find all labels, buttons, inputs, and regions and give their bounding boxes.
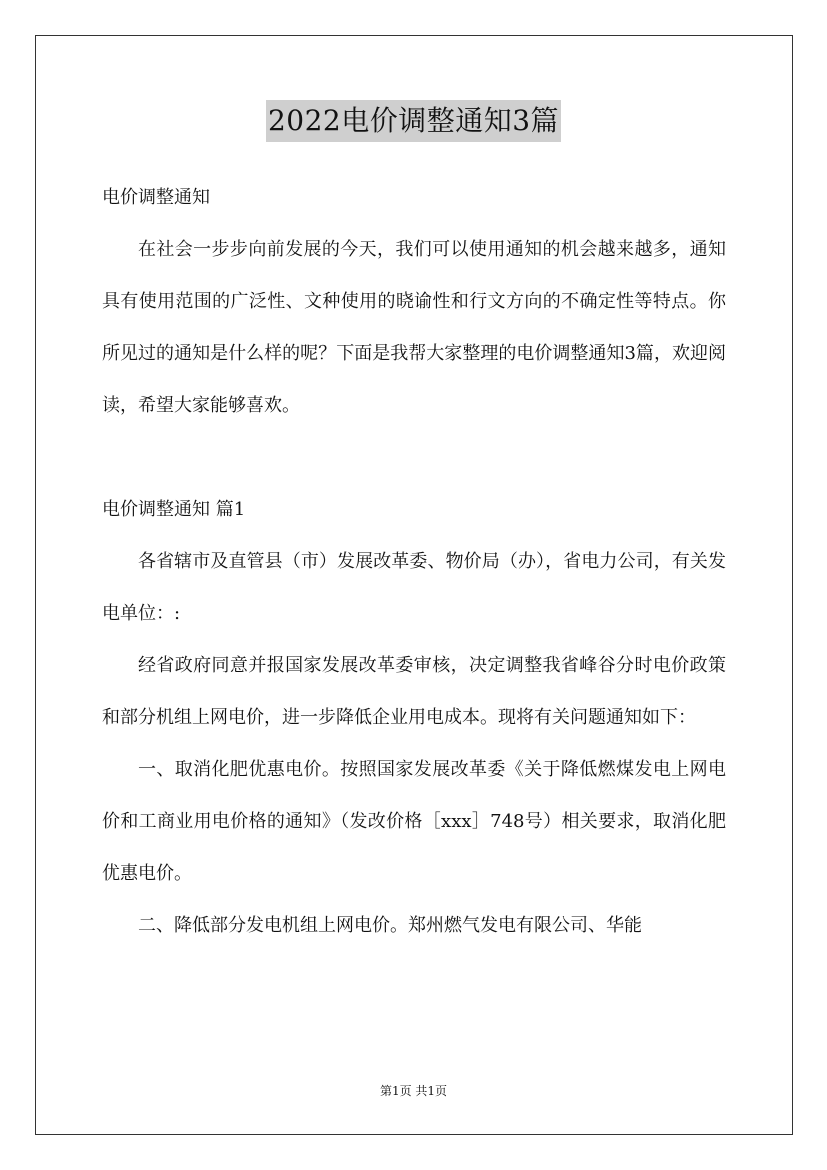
body-paragraph: 经省政府同意并报国家发展改革委审核，决定调整我省峰谷分时电价政策和部分机组上网电价，进一步降低企业用电成本。现将有关问题通知如下： [102,655,726,728]
intro-paragraph: 在社会一步步向前发展的今天，我们可以使用通知的机会越来越多，通知具有使用范围的广泛性、文种使用的晓谕性和行文方向的不确定性等特点。你所见过的通知是什么样的呢？下面是我帮大家整理的电价调整通知3篇，欢迎阅读，希望大家能够喜欢。 [102,239,726,416]
body-paragraph: 各省辖市及直管县（市）发展改革委、物价局（办），省电力公司，有关发电单位：: [102,551,726,624]
page-footer: 第1页 共1页 [379,1084,448,1098]
title-container [0,100,827,142]
document-body [102,172,726,952]
intro-heading: 电价调整通知 [102,187,210,208]
paragraph-spacer [102,432,726,484]
document-title: 2022电价调整通知3篇 [266,100,561,142]
body-paragraph: 二、降低部分发电机组上网电价。郑州燃气发电有限公司、华能 [138,915,642,936]
section-heading: 电价调整通知 篇1 [102,499,246,520]
body-paragraph: 一、取消化肥优惠电价。按照国家发展改革委《关于降低燃煤发电上网电价和工商业用电价格的通知》（发改价格［xxx］748号）相关要求，取消化肥优惠电价。 [102,759,726,884]
